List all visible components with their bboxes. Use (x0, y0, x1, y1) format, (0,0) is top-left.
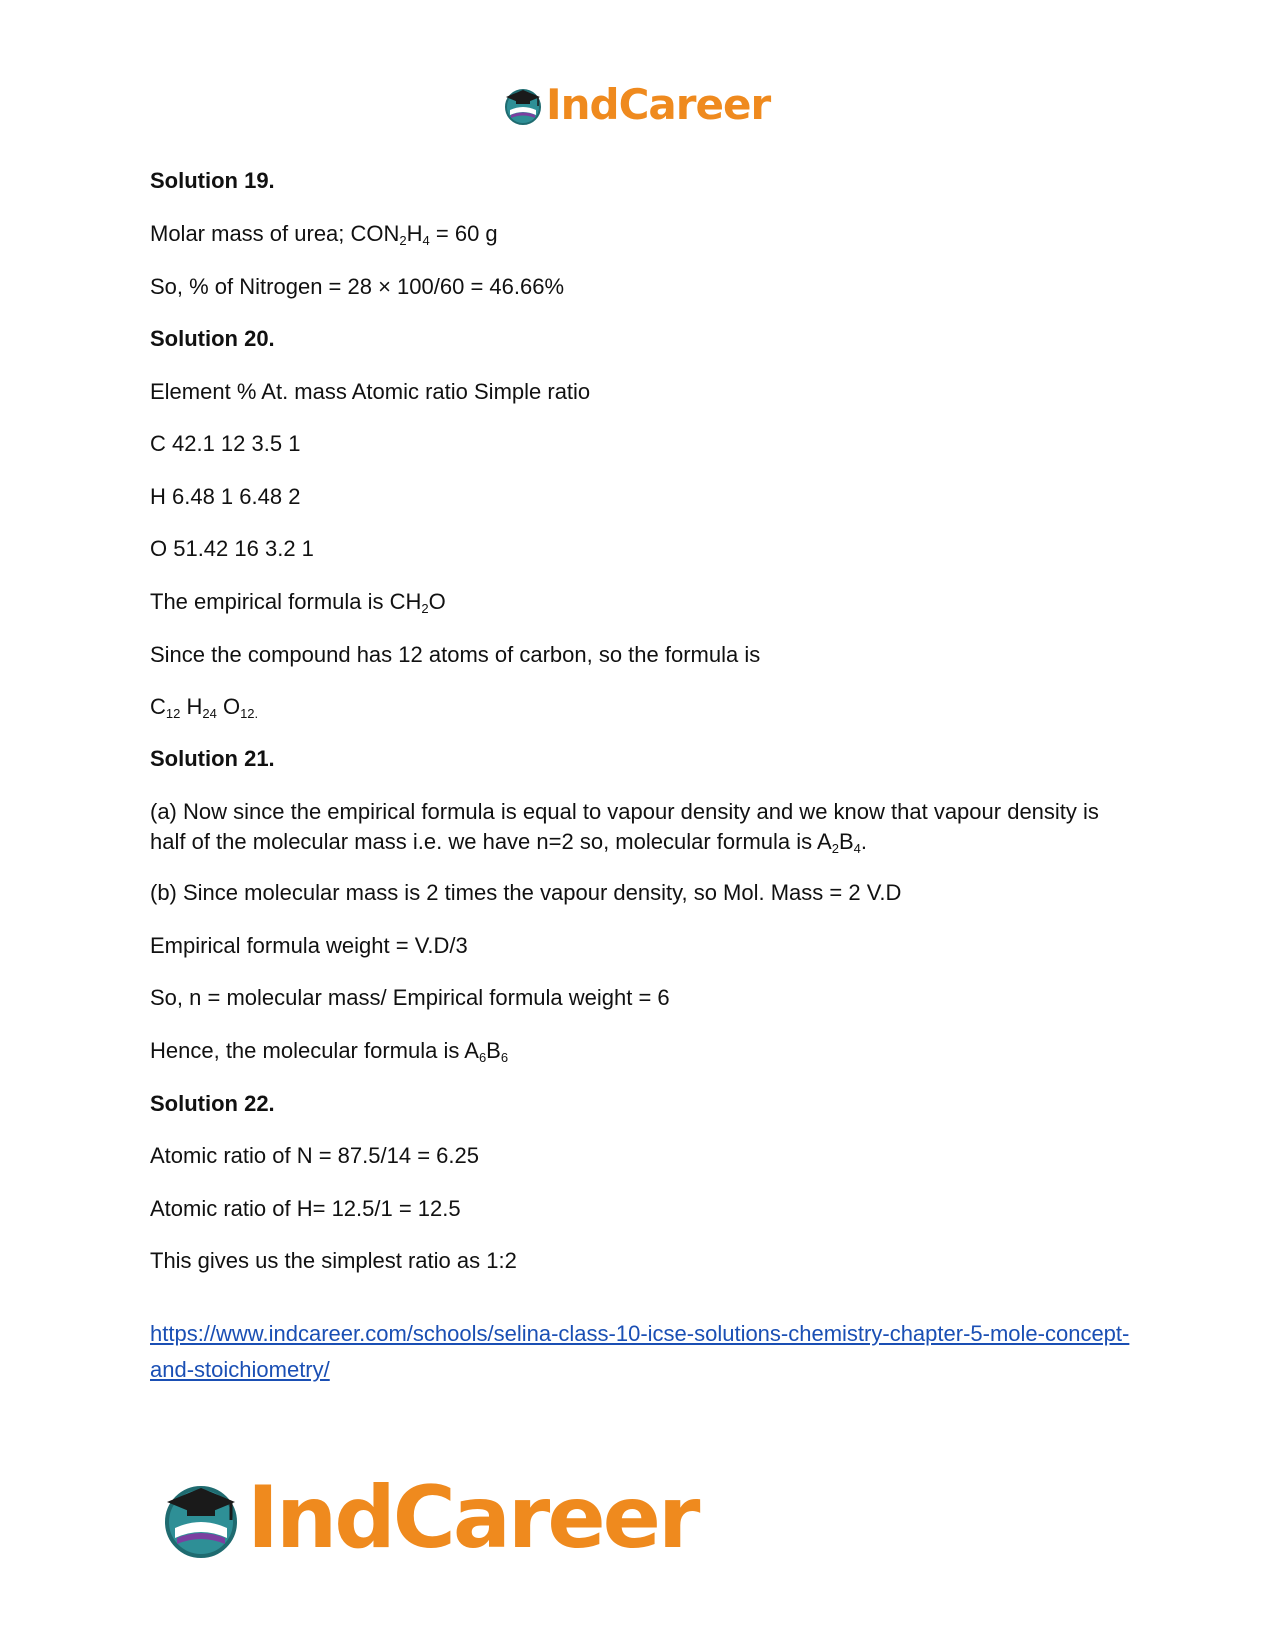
nitrogen-atomic-ratio: Atomic ratio of N = 87.5/14 = 6.25 (150, 1143, 479, 1168)
empirical-formula-weight: Empirical formula weight = V.D/3 (150, 933, 468, 958)
molecular-formula-s21: Hence, the molecular formula is $A_6B_6$ (150, 1038, 509, 1065)
empirical-formula: The empirical formula is $CH_2O$ (150, 589, 446, 616)
solution-19-heading: Solution 19. (150, 168, 275, 193)
n-value: So, n = molecular mass/ Empirical formula weight = 6 (150, 985, 670, 1010)
solution-21-part-a: (a) Now since the empirical formula is equal to vapour density and we know that vapour density is half of the molecular mass i.e. we have n=2 so, molecular formula is $A_2B_4$. (150, 799, 1099, 856)
solution-20-heading: Solution 20. (150, 326, 275, 351)
hydrogen-atomic-ratio: Atomic ratio of H= 12.5/1 = 12.5 (150, 1196, 461, 1221)
nitrogen-percentage: So, % of Nitrogen = 28 × 100/60 = 46.66% (150, 274, 565, 299)
carbon-atoms-statement: Since the compound has 12 atoms of carbon, so the formula is (150, 642, 761, 667)
solution-22-heading: Solution 22. (150, 1091, 275, 1116)
logo-footer (159, 1468, 697, 1568)
molecular-formula-s20: $C_{12}$ $H_{24}$ $O_{12.}$ (150, 694, 259, 721)
table-row-hydrogen: H 6.48 1 6.48 2 (150, 484, 301, 509)
source-link[interactable]: https://www.indcareer.com/schools/selina-class-10-icse-solutions-chemistry-chapter-5-mole-concept-and-stoichiometry/ (150, 1321, 1130, 1382)
brand-name: IndCareer (546, 80, 771, 129)
brand-name: IndCareer (247, 1468, 698, 1568)
simplest-ratio: This gives us the simplest ratio as 1:2 (150, 1248, 517, 1273)
solution-21-part-b: (b) Since molecular mass is 2 times the vapour density, so Mol. Mass = 2 V.D (150, 880, 902, 905)
logo-header (502, 80, 770, 129)
solution-21-heading: Solution 21. (150, 746, 275, 771)
graduation-cap-globe-icon (502, 84, 544, 126)
table-row-carbon: C 42.1 12 3.5 1 (150, 431, 301, 456)
urea-molar-mass: Molar mass of urea; $CON_2H_4 = 60$ g (150, 221, 498, 248)
table-row-oxygen: O 51.42 16 3.2 1 (150, 536, 314, 561)
table-header-row: Element % At. mass Atomic ratio Simple ratio (150, 379, 591, 404)
graduation-cap-globe-icon (159, 1476, 243, 1560)
